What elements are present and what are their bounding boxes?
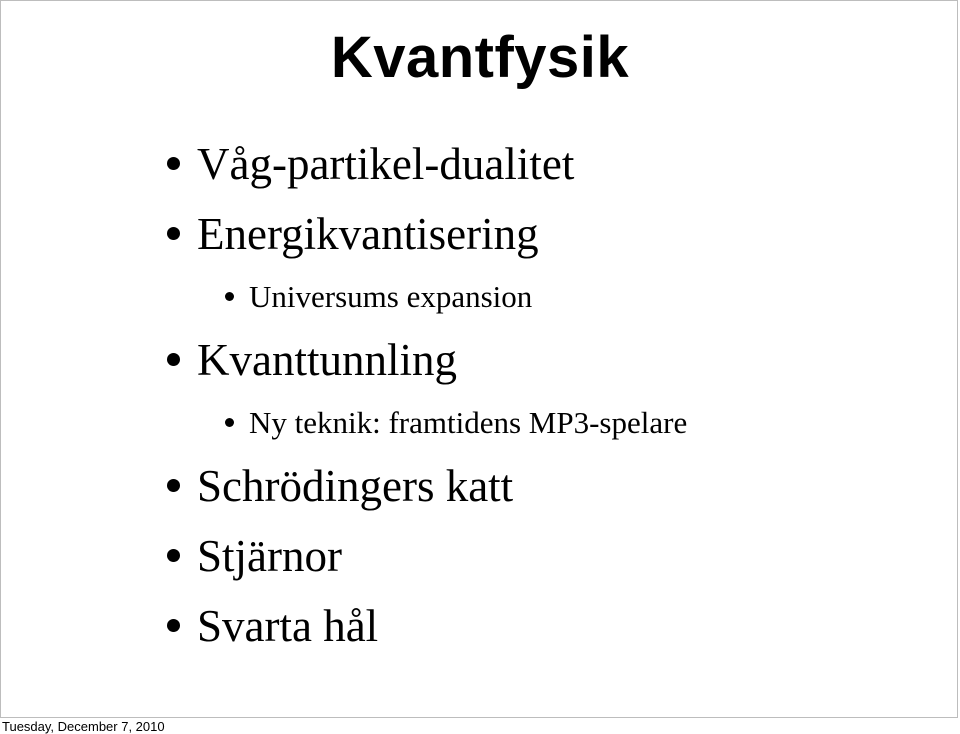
bullet-text: Svarta hål	[197, 601, 379, 651]
bullet-text: Schrödingers katt	[197, 461, 514, 511]
bullet-dot-icon	[167, 619, 180, 632]
sub-bullet-text: Universums expansion	[249, 279, 533, 314]
sub-bullet-text: Ny teknik: framtidens MP3-spelare	[249, 405, 688, 440]
bullet-dot-icon	[167, 479, 180, 492]
bullet-dot-icon	[167, 353, 180, 366]
sub-bullet-dot-icon	[225, 292, 234, 301]
bullet-item	[167, 199, 687, 269]
bullet-text: Energikvantisering	[197, 209, 539, 259]
bullet-item	[167, 325, 687, 395]
bullet-item	[167, 129, 687, 199]
bullet-text: Kvanttunnling	[197, 335, 457, 385]
sub-bullet-item	[167, 269, 687, 325]
bullet-item	[167, 591, 687, 661]
bullet-dot-icon	[167, 549, 180, 562]
bullet-dot-icon	[167, 227, 180, 240]
bullet-item	[167, 521, 687, 591]
footer-date: Tuesday, December 7, 2010	[2, 719, 165, 734]
slide-title: Kvantfysik	[330, 25, 630, 90]
bullet-dot-icon	[167, 157, 180, 170]
bullet-list	[167, 129, 687, 661]
bullet-text: Våg-partikel-dualitet	[197, 139, 575, 189]
bullet-text: Stjärnor	[197, 531, 342, 581]
sub-bullet-item	[167, 395, 687, 451]
bullet-item	[167, 451, 687, 521]
sub-bullet-dot-icon	[225, 418, 234, 427]
